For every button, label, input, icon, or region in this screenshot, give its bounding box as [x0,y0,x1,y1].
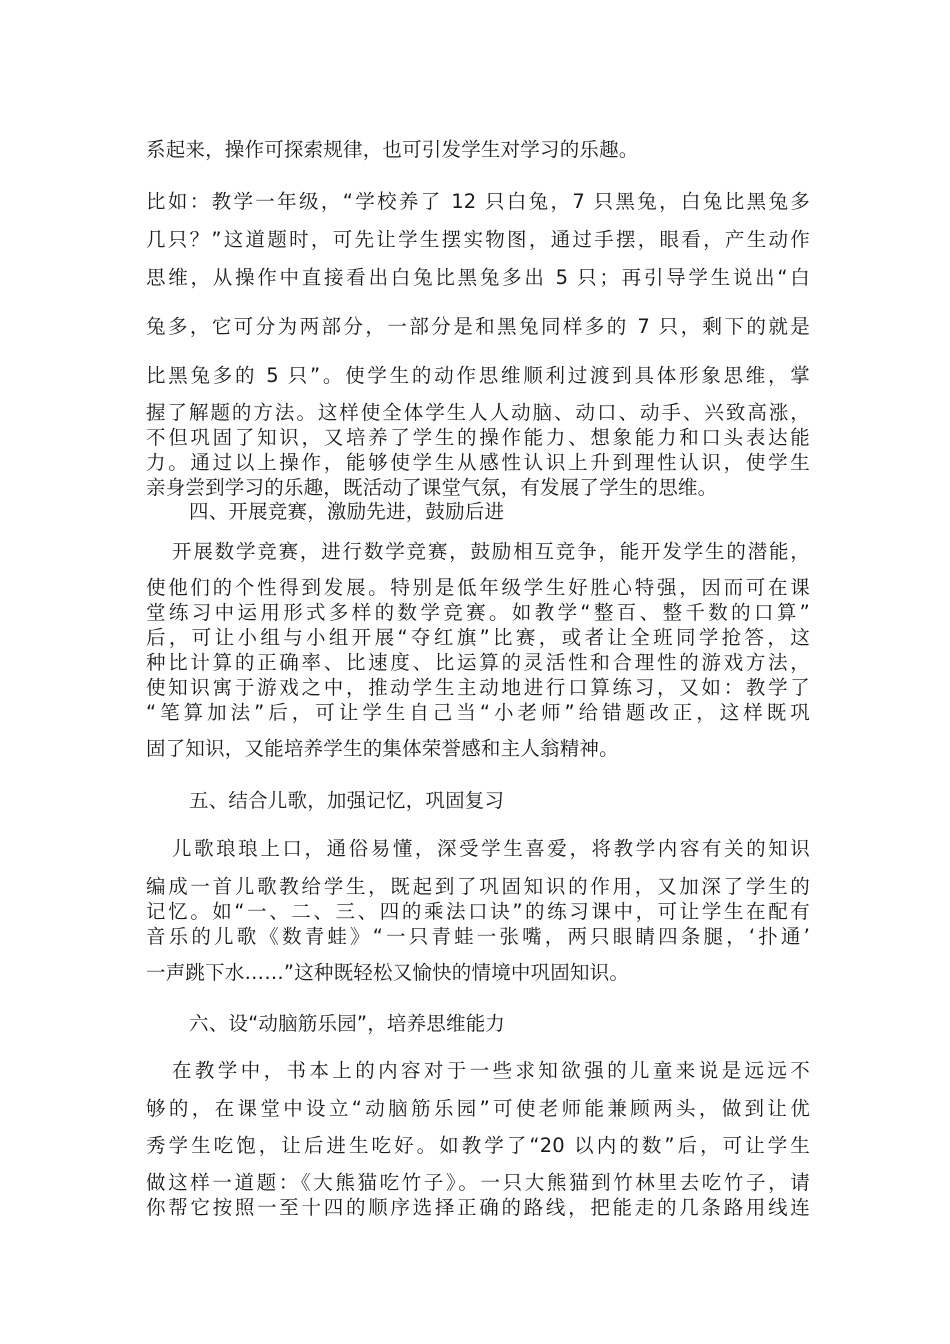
text-line: 比黑兔多的 5 只”。使学生的动作思维顺利过渡到具体形象思维，掌 [146,364,810,387]
text-line: 够的，在课堂中设立“动脑筋乐园”可使老师能兼顾两头，做到让优 [146,1097,810,1120]
text-line: 一声跳下水……”这种既轻松又愉快的情境中巩固知识。 [146,961,630,984]
text-line: 种比计算的正确率、比速度、比运算的灵活性和合理性的游戏方法， [146,651,810,674]
text-line: 儿歌琅琅上口，通俗易懂，深受学生喜爱，将教学内容有关的知识 [172,837,810,860]
text-line: 后，可让小组与小组开展“夺红旗”比赛，或者让全班同学抢答，这 [146,626,810,649]
text-line: 握了解题的方法。这样使全体学生人人动脑、动口、动手、兴致高涨， [146,401,810,424]
text-line: 比如：教学一年级，“学校养了 12 只白兔，7 只黑兔，白兔比黑兔多 [146,190,810,213]
text-line: 开展数学竞赛，进行数学竞赛，鼓励相互竞争，能开发学生的潜能， [172,540,810,563]
text-line: 堂练习中运用形式多样的数学竞赛。如教学“整百、整千数的口算” [146,601,810,624]
text-line: 亲身尝到学习的乐趣，既活动了课堂气氛，有发展了学生的思维。 [146,476,718,499]
text-line: 音乐的儿歌《数青蛙》“一只青蛙一张嘴，两只眼睛四条腿，‘扑通’ [146,925,810,948]
section-heading: 四、开展竞赛，激励先进，鼓励后进 [189,500,505,523]
text-line: 记忆。如“一、二、三、四的乘法口诀”的练习课中，可让学生在配有 [146,900,810,923]
text-line: 使他们的个性得到发展。特别是低年级学生好胜心特强，因而可在课 [146,576,810,599]
text-line: 系起来，操作可探索规律，也可引发学生对学习的乐趣。 [146,138,639,161]
text-line: 固了知识，又能培养学生的集体荣誉感和主人翁精神。 [146,737,619,760]
text-line: 做这样一道题：《大熊猫吃竹子》。一只大熊猫到竹林里去吃竹子，请 [146,1171,810,1194]
text-line: 使知识寓于游戏之中，推动学生主动地进行口算练习，又如：教学了 [146,676,810,699]
text-line: 编成一首儿歌教给学生，既起到了巩固知识的作用，又加深了学生的 [146,875,810,898]
text-line: 秀学生吃饱，让后进生吃好。如教学了“20 以内的数”后，可让学生 [146,1134,810,1157]
section-heading: 六、设“动脑筋乐园”，培养思维能力 [189,1012,506,1035]
text-line: 兔多，它可分为两部分，一部分是和黑兔同样多的 7 只，剩下的就是 [146,315,810,338]
text-line: 不但巩固了知识，又培养了学生的操作能力、想象能力和口头表达能 [146,426,810,449]
section-heading: 五、结合儿歌，加强记忆，巩固复习 [189,789,505,812]
text-line: 思维，从操作中直接看出白兔比黑兔多出 5 只；再引导学生说出“白 [146,266,810,289]
text-line: “笔算加法”后，可让学生自己当“小老师”给错题改正，这样既巩 [146,701,810,724]
text-line: 你帮它按照一至十四的顺序选择正确的路线，把能走的几条路用线连 [146,1196,810,1219]
text-line: 几只？”这道题时，可先让学生摆实物图，通过手摆，眼看，产生动作 [146,228,810,251]
text-line: 在教学中，书本上的内容对于一些求知欲强的儿童来说是远远不 [172,1059,810,1082]
text-line: 力。通过以上操作，能够使学生从感性认识上升到理性认识，使学生 [146,451,810,474]
